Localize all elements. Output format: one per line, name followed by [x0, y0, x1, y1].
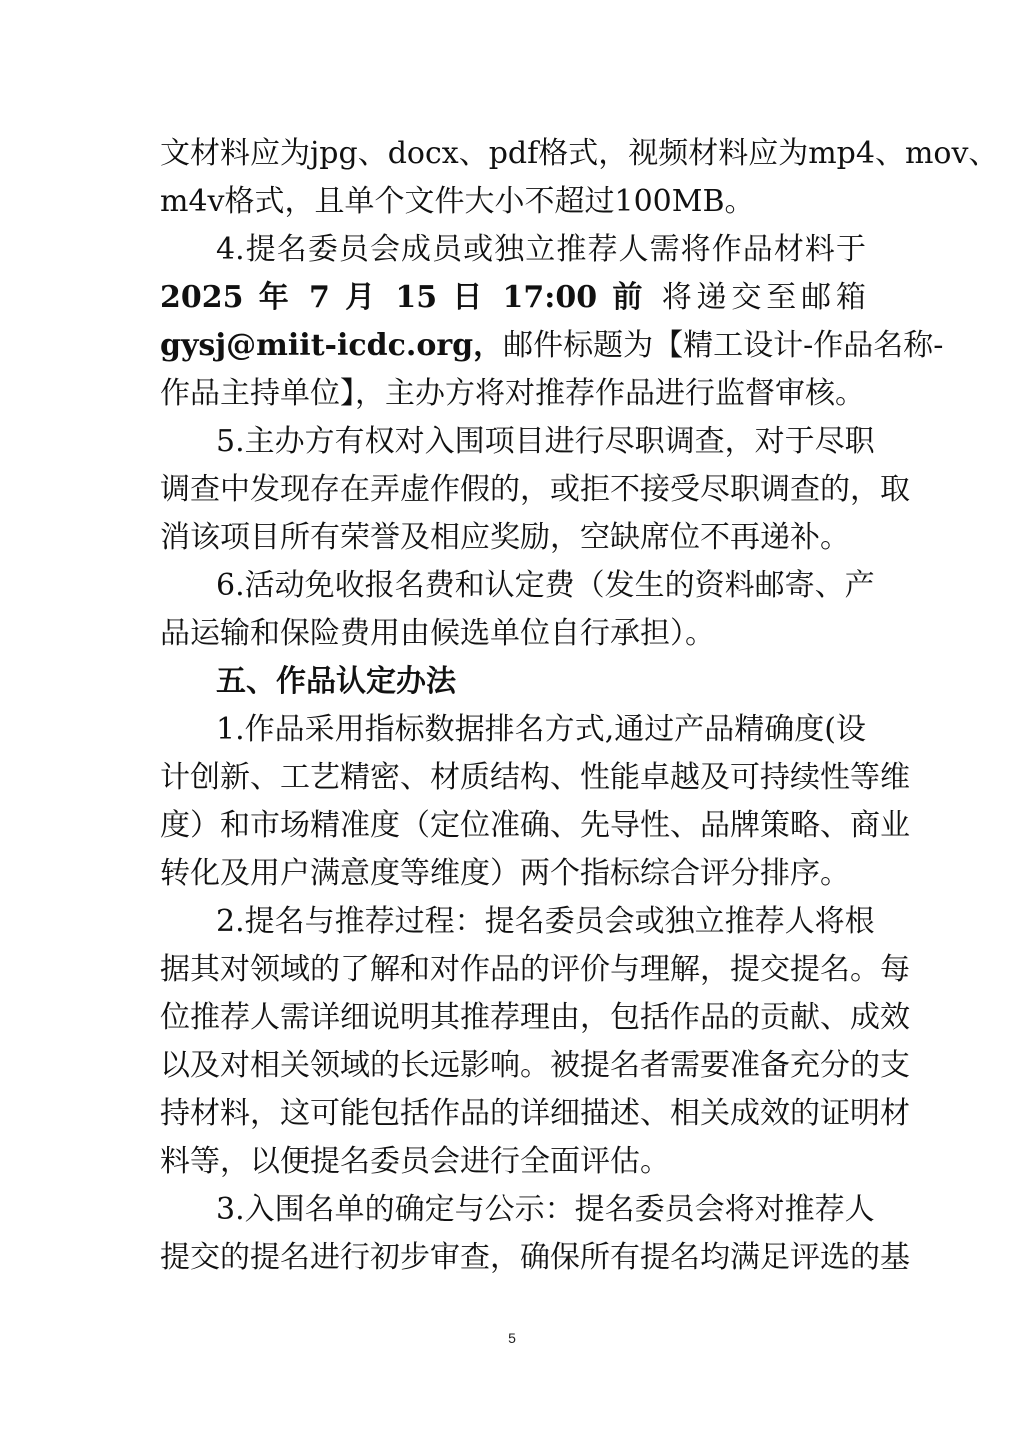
paragraph-line: 4.提名委员会成员或独立推荐人需将作品材料于 — [216, 232, 866, 267]
paragraph-line: 持材料，这可能包括作品的详细描述、相关成效的证明材 — [160, 1096, 910, 1131]
paragraph-line: 文材料应为jpg、docx、pdf格式，视频材料应为mp4、mov、 — [160, 136, 999, 171]
deadline-suffix: 将递交至邮箱 — [661, 280, 866, 315]
paragraph-line: 转化及用户满意度等维度）两个指标综合评分排序。 — [160, 856, 850, 891]
paragraph-line: m4v格式，且单个文件大小不超过100MB。 — [160, 184, 755, 219]
paragraph-line — [160, 322, 944, 370]
email-address: gysj@miit-icdc.org， — [160, 328, 504, 363]
paragraph-line: 提交的提名进行初步审查，确保所有提名均满足评选的基 — [160, 1240, 910, 1275]
paragraph-line: 作品主持单位】，主办方将对推荐作品进行监督审核。 — [160, 376, 865, 411]
section-heading: 五、作品认定办法 — [216, 664, 456, 699]
paragraph-line: 以及对相关领域的长远影响。被提名者需要准备充分的支 — [160, 1048, 910, 1083]
paragraph-line: 2.提名与推荐过程：提名委员会或独立推荐人将根 — [216, 904, 875, 939]
paragraph-line: 消该项目所有荣誉及相应奖励，空缺席位不再递补。 — [160, 520, 850, 555]
page-number: 5 — [508, 1330, 516, 1346]
deadline-text: 2025 年 7 月 15 日 17:00 前 — [160, 280, 648, 315]
paragraph-line: 调查中发现存在弄虚作假的，或拒不接受尽职调查的，取 — [160, 472, 910, 507]
paragraph-line: 3.入围名单的确定与公示：提名委员会将对推荐人 — [216, 1192, 875, 1227]
paragraph-line: 5.主办方有权对入围项目进行尽职调查，对于尽职 — [216, 424, 875, 459]
paragraph-line: 度）和市场精准度（定位准确、先导性、品牌策略、商业 — [160, 808, 910, 843]
paragraph-line: 1.作品采用指标数据排名方式,通过产品精确度(设 — [216, 712, 866, 747]
paragraph-line: 位推荐人需详细说明其推荐理由，包括作品的贡献、成效 — [160, 1000, 910, 1035]
paragraph-line: 料等，以便提名委员会进行全面评估。 — [160, 1144, 670, 1179]
paragraph-line: 计创新、工艺精密、材质结构、性能卓越及可持续性等维 — [160, 760, 910, 795]
paragraph-line — [160, 274, 866, 322]
paragraph-line: 品运输和保险费用由候选单位自行承担）。 — [160, 616, 715, 651]
email-subject-text: 邮件标题为【精工设计-作品名称- — [503, 328, 944, 363]
paragraph-line: 6.活动免收报名费和认定费（发生的资料邮寄、产 — [216, 568, 875, 603]
paragraph-line: 据其对领域的了解和对作品的评价与理解，提交提名。每 — [160, 952, 910, 987]
